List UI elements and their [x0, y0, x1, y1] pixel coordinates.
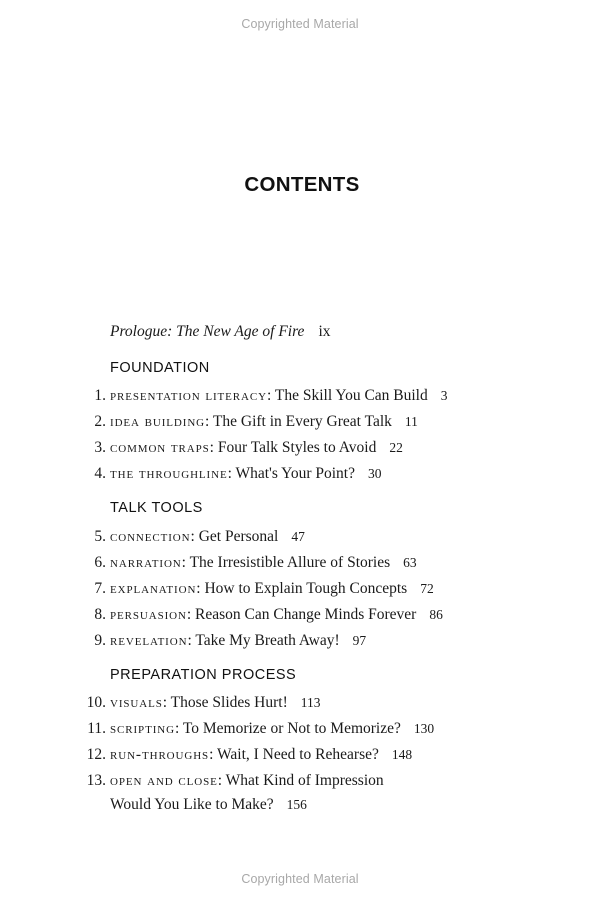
chapter-label: narration	[110, 554, 182, 571]
chapter-label: common traps	[110, 439, 210, 456]
chapter-page-number: 3	[440, 388, 448, 403]
chapter-title: The Irresistible Allure of Stories	[189, 554, 391, 571]
chapter-page-number: 156	[286, 797, 307, 812]
chapter-title: Those Slides Hurt!	[170, 694, 288, 711]
chapter-title: How to Explain Tough Concepts	[204, 580, 408, 597]
chapter-label: the throughline	[110, 465, 228, 482]
chapter-title: Wait, I Need to Rehearse?	[217, 746, 379, 763]
chapter-page-number: 47	[291, 529, 305, 544]
chapter-page-number: 72	[420, 581, 434, 596]
chapter-title: The Skill You Can Build	[274, 387, 428, 404]
chapter-label: open and close	[110, 772, 218, 789]
chapter-title: What Kind of Impression	[225, 772, 384, 789]
section-heading-talk-tools: TALK TOOLS	[110, 500, 203, 516]
chapter-number: 11.	[87, 720, 106, 737]
chapter-label: visuals	[110, 694, 163, 711]
chapter-label: persuasion	[110, 606, 187, 623]
chapter-label: connection	[110, 528, 191, 545]
chapter-number: 7.	[94, 580, 106, 597]
chapter-number: 10.	[86, 694, 106, 711]
chapter-page-number: 22	[389, 440, 403, 455]
chapter-number: 2.	[94, 413, 106, 430]
chapter-page-number: 11	[404, 414, 418, 429]
chapter-number: 6.	[94, 554, 106, 571]
chapter-number: 1.	[94, 387, 106, 404]
chapter-page-number: 130	[413, 721, 435, 736]
chapter-number: 8.	[94, 606, 106, 623]
chapter-label: idea building	[110, 413, 206, 430]
chapter-page-number: 113	[300, 695, 321, 710]
chapter-title: The Gift in Every Great Talk	[212, 413, 392, 430]
chapter-title: What's Your Point?	[235, 465, 355, 482]
chapter-number: 9.	[94, 632, 106, 649]
section-heading-preparation-process: PREPARATION PROCESS	[110, 667, 297, 683]
prologue-title: Prologue: The New Age of Fire	[110, 323, 305, 340]
book-page: Copyrighted Material CONTENTS Prologue: The New Age of Fire ix FOUNDATION 1. presentation literacy: The Skill You Can Build 3 2. idea building: The Gift in Every Great Talk 11 3. common traps: Four Talk Styles to Avoid 22 4. the throughline: What's Your Point? 30 TALK TOOLS 5. connection: Get Personal 47 6. narration: The Irresistible Allure of Stories 63 7. explanation: How to Explain Tough Concepts 72 8. persuasion: Reason Can Change Minds Forever 86 9. revelation: Take My Breath Away! 97 PREPARATION PROCESS 10. visuals: Those Slides Hurt! 113 11. scripting: To Memorize or Not to Memorize? 130 12. run-throughs: Wait, I Need to Rehearse? 148 13. open and close: What Kind of Impression Would You Like to Make? 156 Copyrighted Material	[0, 0, 600, 905]
chapter-title: Reason Can Change Minds Forever	[195, 606, 417, 623]
page-title: CONTENTS	[244, 173, 360, 196]
chapter-number: 13.	[86, 772, 106, 789]
chapter-title: Four Talk Styles to Avoid	[217, 439, 377, 456]
chapter-label: scripting	[110, 720, 175, 737]
chapter-title: Take My Breath Away!	[195, 632, 340, 649]
prologue-page-number: ix	[318, 323, 331, 340]
section-heading-foundation: FOUNDATION	[110, 360, 210, 376]
chapter-page-number: 63	[403, 555, 417, 570]
chapter-title: To Memorize or Not to Memorize?	[182, 720, 401, 737]
copyright-watermark-top: Copyrighted Material	[241, 17, 359, 31]
chapter-label: explanation	[110, 580, 197, 597]
chapter-page-number: 97	[352, 633, 367, 648]
chapter-label: presentation literacy	[110, 387, 267, 404]
copyright-watermark-bottom: Copyrighted Material	[241, 872, 359, 886]
chapter-page-number: 148	[391, 747, 413, 762]
chapter-title: Get Personal	[198, 528, 279, 545]
chapter-number: 12.	[86, 746, 106, 763]
chapter-number: 4.	[94, 465, 106, 482]
chapter-number: 5.	[94, 528, 106, 545]
chapter-title-continuation: Would You Like to Make?	[110, 796, 274, 813]
chapter-number: 3.	[94, 439, 106, 456]
chapter-page-number: 86	[429, 607, 443, 622]
chapter-label: run-throughs	[110, 746, 210, 763]
chapter-page-number: 30	[367, 466, 382, 481]
chapter-label: revelation	[110, 632, 188, 649]
